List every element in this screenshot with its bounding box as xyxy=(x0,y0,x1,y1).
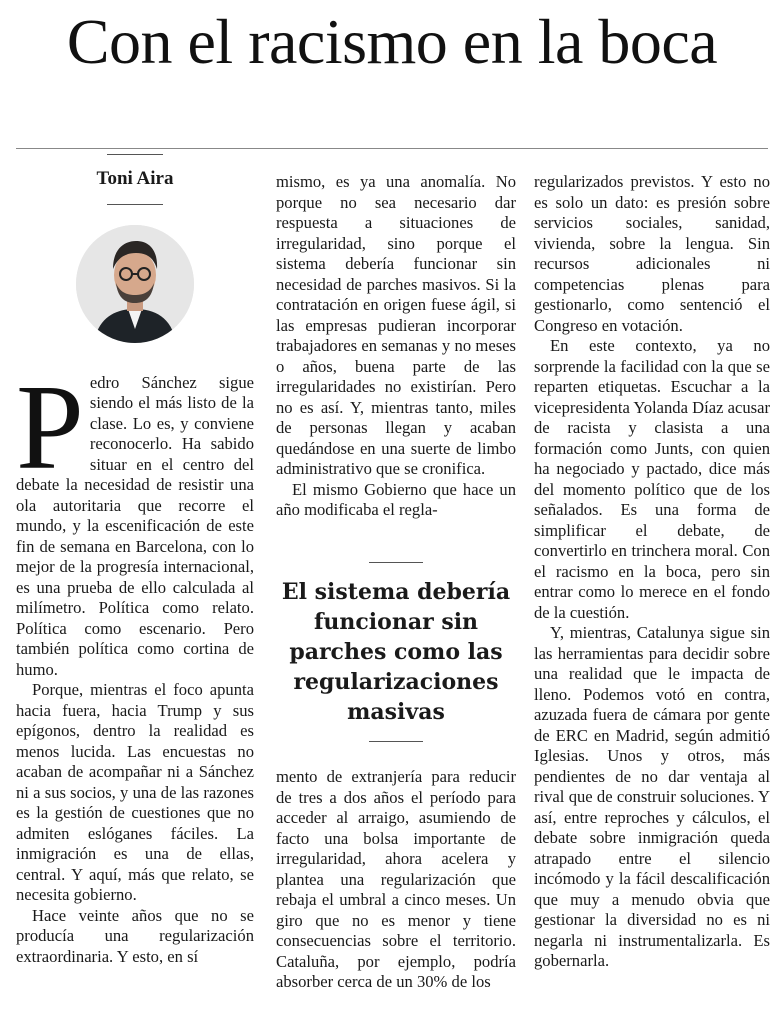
pull-quote-rule-top xyxy=(369,562,423,563)
author-name: Toni Aira xyxy=(96,168,174,189)
pull-quote-box xyxy=(276,562,516,742)
paragraph: Pedro Sánchez sigue siendo el más listo de la clase. Lo es, y conviene reconocerlo. Ha sabido situar en el centro del debate la necesidad de resistir una ola autoritaria que recorre el mundo, y la escenificación de este fin de semana en Barcelona, con lo mejor de la progresía internacional, es una prueba de ello calculada al milímetro. Política como relato. Política como escenario. Pero también política como cortina de humo. xyxy=(16,359,254,679)
paragraph: regularizados previstos. Y esto no es solo un dato: es presión sobre servicios sociales, sanidad, vivienda, sobre la lengua. Sin recursos adicionales ni competencias plenas para gestionarlo, como sentenció el Congreso en votación. xyxy=(534,172,770,335)
paragraph: En este contexto, ya no sorprende la facilidad con la que se reparten etiquetas. Escuchar a la vicepresidenta Yolanda Díaz acusar de racista y clasista a una formación como Junts, con quien ha negociado y pactado, dice más del momento político que de los señalados. Es una forma de simplificar el debate, de convertirlo en trinchera moral. Con el racismo en la boca, pero sin entrar como lo merece en el fondo de la cuestión. xyxy=(534,336,770,622)
paragraph: El mismo Gobierno que hace un año modificaba el regla- xyxy=(276,479,516,519)
paragraph: Hace veinte años que no se producía una regularización extraordinaria. Y esto, en sí xyxy=(16,905,254,966)
pull-quote-rule-bottom xyxy=(369,741,423,742)
author-photo xyxy=(76,225,194,343)
pull-quote: El sistema debería funcionar sin parches como las regularizaciones masivas xyxy=(281,579,511,725)
paragraph: Y, mientras, Catalunya sigue sin las herramientas para decidir sobre una realidad que le impacta de lleno. Podemos votó en contra, azuzada fuera de cámara por gente de ERC en Madrid, según admitió Iglesias. Unos y otros, más pendientes de no dar ventaja al rival que de construir soluciones. Y así, entre reproches y cálculos, el debate sobre inmigración queda atrapado entre el silencio incómodo y la fácil descalificación que muy a menudo obvia que gestionar la diversidad no es ni negarla ni instrumentalizarla. Es gobernarla. xyxy=(534,623,770,970)
author-portrait-icon xyxy=(76,225,194,343)
top-divider xyxy=(16,148,768,149)
drop-cap: P xyxy=(16,359,84,495)
column-2-lower xyxy=(276,767,516,993)
column-1 xyxy=(16,168,254,967)
paragraph: mento de extranjería para reducir de tres a dos años el período para acceder al arraigo, asumiendo de facto una bolsa importante de irregularidad, ahora acelera y plantea una regularización que rebaja el umbral a cinco meses. Un giro que no es menor y tiene consecuencias sobre el territorio. Cataluña, por ejemplo, podría absorber cerca de un 30% de los xyxy=(276,767,516,991)
byline-rule-bottom xyxy=(107,204,163,205)
byline-rule-top xyxy=(107,154,163,155)
column-3 xyxy=(534,172,770,972)
paragraph: mismo, es ya una anomalía. No porque no sea necesario dar respuesta a situaciones de irregularidad, sino porque el sistema debería funcionar sin necesidad de parches masivos. Si la contratación en origen fuese ágil, si las empresas pudieran incorporar trabajadores en semanas y no meses o años, buena parte de las irregularidades no existirían. Pero no es así. Y, mientras tanto, miles de personas llegan y acaban quedándose en una suerte de limbo administrativo que se cronifica. xyxy=(276,172,516,478)
column-2-upper xyxy=(276,172,516,521)
paragraph: Porque, mientras el foco apunta hacia fuera, hacia Trump y sus epígonos, dentro la realidad es menos lucida. Las encuestas no acaban de acompañar ni a Sánchez ni a sus socios, y una de las razones es la gestión de cuestiones que no admiten eslóganes fáciles. La inmigración es una de ellas, central. Y aquí, más que relato, se necesita gobierno. xyxy=(16,680,254,904)
headline: Con el racismo en la boca xyxy=(66,6,718,77)
